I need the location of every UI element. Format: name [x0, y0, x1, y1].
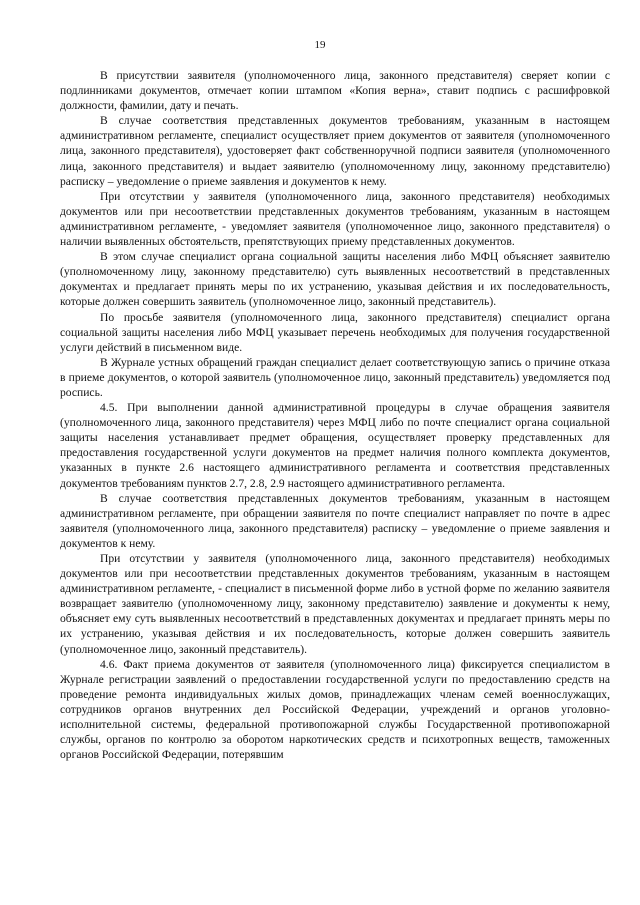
- paragraph: При отсутствии у заявителя (уполномоченного лица, законного представителя) необходимых документов или при несоответствии представленных документов требованиям, указанным в настоящем административном регламенте, - специалист в письменной форме либо в устной форме по желанию заявителя возвращает заявителю (уполномоченному лицу, законному представителю) заявление и документы к нему, объясняет ему суть выявленных несоответствий в представленных документах и предлагает принять меры по их устранению, указывая действия и их последовательность, которые должен совершить заявитель (уполномоченное лицо, законный представитель).: [60, 552, 610, 656]
- paragraph: 4.5. При выполнении данной административной процедуры в случае обращения заявителя (уполномоченного лица, законного представителя) через МФЦ либо по почте специалист органа социальной защиты населения устанавливает предмет обращения, осуществляет проверку представленных для предоставления государственной услуги документов на предмет наличия полного комплекта документов, указанных в пункте 2.6 настоящего административного регламента и соответствия представленных документов требованиям пунктов 2.7, 2.8, 2.9 настоящего административного регламента.: [60, 401, 610, 490]
- paragraph: В Журнале устных обращений граждан специалист делает соответствующую запись о причине отказа в приеме документов, о которой заявитель (уполномоченное лицо, законный представитель) уведомляется под роспись.: [60, 355, 610, 399]
- paragraph: В случае соответствия представленных документов требованиям, указанным в настоящем административном регламенте, при обращении заявителя по почте специалист направляет по почте в адрес заявителя (уполномоченного лица, законного представителя) расписку – уведомление о приеме заявления и документов к нему.: [60, 491, 610, 550]
- paragraph: В случае соответствия представленных документов требованиям, указанным в настоящем административном регламенте, специалист осуществляет прием документов от заявителя (уполномоченного лица, законного представителя), удостоверяет факт собственноручной подписи заявителя (уполномоченного лица, законного представителя) и выдает заявителю (уполномоченному лицу, законному представителю) расписку – уведомление о приеме заявления и документов к нему.: [60, 114, 610, 188]
- page-number: 19: [314, 39, 326, 51]
- paragraph: В присутствии заявителя (уполномоченного лица, законного представителя) сверяет копии с подлинниками документов, отмечает копии штампом «Копия верна», ставит подпись с расшифровкой должности, фамилии, дату и печать.: [60, 69, 610, 113]
- paragraph: По просьбе заявителя (уполномоченного лица, законного представителя) специалист органа социальной защиты населения либо МФЦ указывает перечень необходимых для получения государственной услуги действий в письменном виде.: [60, 310, 610, 354]
- paragraph: 4.6. Факт приема документов от заявителя (уполномоченного лица) фиксируется специалистом в Журнале регистрации заявлений о предоставлении государственной услуги по предоставлению средств на проведение ремонта индивидуальных жилых домов, принадлежащих членам семей военнослужащих, сотрудников органов внутренних дел Российской Федерации, учреждений и органов уголовно-исполнительной системы, федеральной противопожарной службы Государственной противопожарной службы, органов по контролю за оборотом наркотических средств и психотропных веществ, таможенных органов Российской Федерации, потерявшим: [60, 657, 610, 762]
- document-body: [60, 68, 610, 762]
- paragraph: При отсутствии у заявителя (уполномоченного лица, законного представителя) необходимых документов или при несоответствии представленных документов требованиям, указанным в настоящем административном регламенте, - уведомляет заявителя (уполномоченное лицо, законного представителя) о наличии выявленных обстоятельств, препятствующих приему представленных документов.: [60, 189, 610, 249]
- paragraph: В этом случае специалист органа социальной защиты населения либо МФЦ объясняет заявителю (уполномоченному лицу, законному представителю) суть выявленных несоответствий в представленных документах и предлагает принять меры по их устранению, указывая действия и их последовательность, которые должен совершить заявитель (уполномоченное лицо, законный представитель).: [60, 250, 610, 309]
